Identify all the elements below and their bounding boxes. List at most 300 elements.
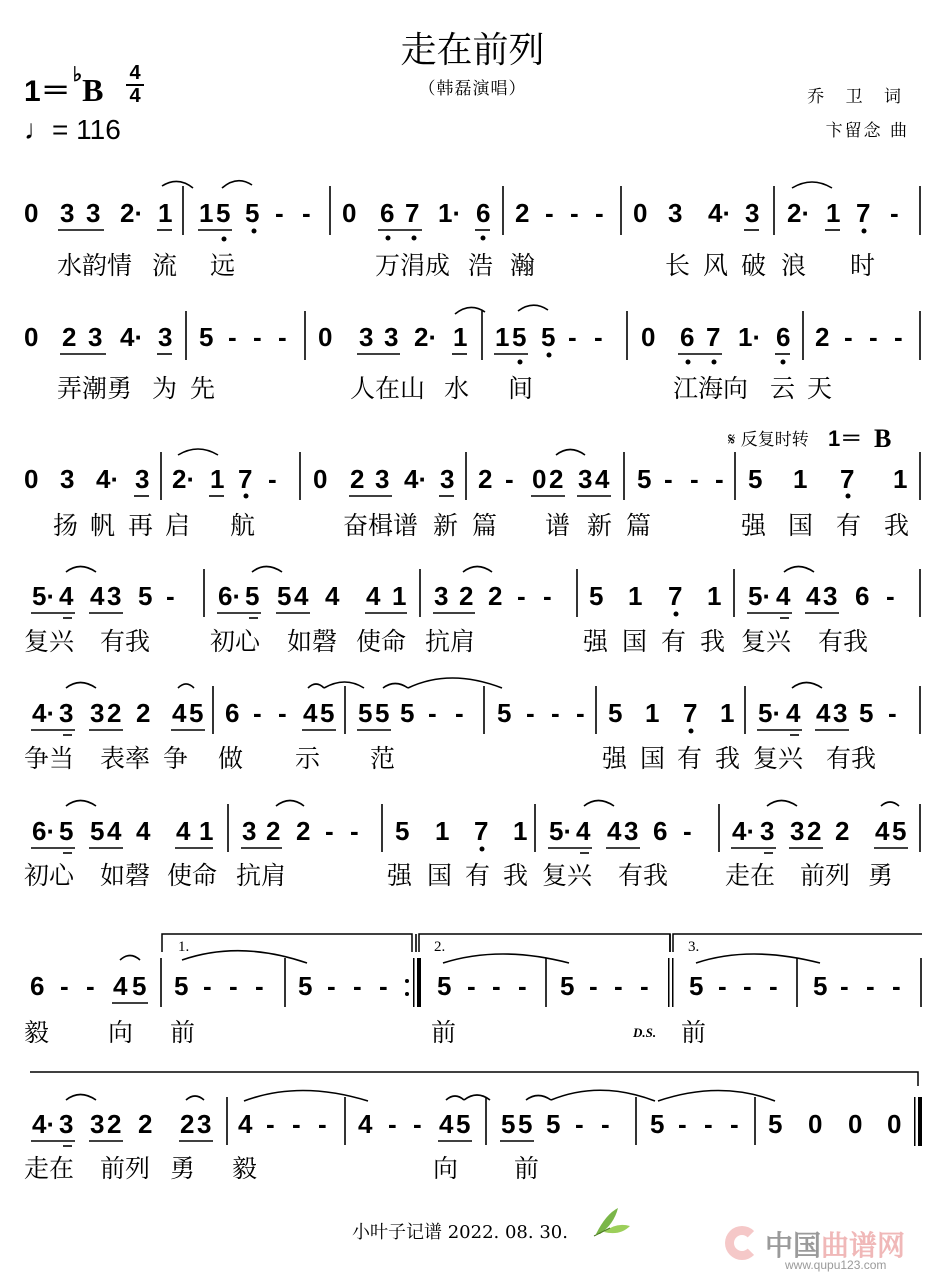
svg-text:2: 2 (549, 464, 564, 494)
svg-text:5: 5 (637, 464, 652, 494)
svg-text:5: 5 (298, 971, 313, 1001)
svg-text:破: 破 (741, 251, 767, 280)
svg-text:勇: 勇 (170, 1154, 196, 1183)
svg-text:-: - (844, 322, 853, 352)
svg-text:4: 4 (238, 1109, 253, 1139)
svg-text:7: 7 (474, 816, 489, 846)
svg-text:7: 7 (683, 698, 698, 728)
svg-text:间: 间 (508, 374, 534, 403)
svg-text:2: 2 (266, 816, 281, 846)
svg-text:2: 2 (107, 1109, 122, 1139)
svg-text:-: - (589, 971, 598, 1001)
svg-text:-: - (869, 322, 878, 352)
svg-text:0: 0 (24, 464, 39, 494)
svg-text:-: - (718, 971, 727, 1001)
svg-text:1: 1 (453, 322, 468, 352)
svg-text:5: 5 (358, 698, 373, 728)
svg-text:5: 5 (892, 816, 907, 846)
svg-text:复兴: 复兴 (542, 861, 593, 890)
svg-text:有我: 有我 (618, 861, 669, 890)
svg-text:4·: 4· (120, 322, 144, 352)
svg-text:我: 我 (503, 861, 529, 890)
svg-text:我: 我 (884, 511, 910, 540)
song-title: 走在前列 (400, 30, 545, 71)
svg-text:谱: 谱 (545, 511, 571, 540)
svg-text:航: 航 (230, 511, 256, 540)
svg-text:-: - (595, 198, 604, 228)
singer-credit: （韩磊演唱） (418, 79, 527, 99)
svg-text:-: - (275, 198, 284, 228)
svg-text:0: 0 (848, 1109, 863, 1139)
svg-text:2.: 2. (434, 939, 446, 955)
svg-text:5: 5 (216, 198, 231, 228)
svg-text:5: 5 (518, 1109, 533, 1139)
svg-text:0: 0 (313, 464, 328, 494)
svg-text:如磬: 如磬 (287, 627, 338, 656)
score-line-2 (24, 305, 920, 403)
svg-text:有: 有 (836, 511, 862, 540)
svg-text:-: - (840, 971, 849, 1001)
svg-text:0: 0 (808, 1109, 823, 1139)
svg-text:7: 7 (706, 322, 721, 352)
svg-text:浩: 浩 (468, 251, 494, 280)
svg-text:4·: 4· (732, 816, 756, 846)
svg-text:0: 0 (342, 198, 357, 228)
svg-text:6: 6 (680, 322, 695, 352)
svg-text:-: - (545, 198, 554, 228)
svg-text:4: 4 (576, 816, 591, 846)
svg-text:1: 1 (392, 581, 407, 611)
svg-text:4: 4 (875, 816, 890, 846)
svg-text:强: 强 (741, 511, 767, 540)
svg-text:-: - (575, 1109, 584, 1139)
svg-text:-: - (888, 698, 897, 728)
svg-text:5: 5 (589, 581, 604, 611)
svg-text:5: 5 (59, 816, 74, 846)
svg-text:2: 2 (815, 322, 830, 352)
score-line-6 (24, 801, 920, 891)
svg-text:抗肩: 抗肩 (425, 627, 476, 656)
svg-text:5: 5 (560, 971, 575, 1001)
svg-text:-: - (664, 464, 673, 494)
svg-text:-: - (255, 971, 264, 1001)
svg-text:前列: 前列 (100, 1154, 151, 1183)
svg-text:3: 3 (60, 464, 75, 494)
svg-text:2: 2 (62, 322, 77, 352)
svg-text:抗肩: 抗肩 (236, 861, 287, 890)
svg-text:2·: 2· (787, 198, 811, 228)
svg-text:3: 3 (59, 698, 74, 728)
svg-text:5: 5 (689, 971, 704, 1001)
svg-text:-: - (318, 1109, 327, 1139)
svg-text:6: 6 (30, 971, 45, 1001)
svg-text:-: - (570, 198, 579, 228)
svg-text:万涓成: 万涓成 (375, 251, 451, 280)
svg-text:5: 5 (174, 971, 189, 1001)
svg-text:新: 新 (587, 511, 613, 540)
svg-text:4: 4 (358, 1109, 373, 1139)
svg-text:4·: 4· (32, 698, 56, 728)
svg-text:3: 3 (760, 816, 775, 846)
svg-text:0: 0 (633, 198, 648, 228)
svg-text:5: 5 (395, 816, 410, 846)
svg-text:5: 5 (90, 816, 105, 846)
svg-text:-: - (704, 1109, 713, 1139)
svg-text:远: 远 (210, 251, 236, 280)
svg-text:3: 3 (197, 1109, 212, 1139)
svg-text:长: 长 (665, 251, 691, 280)
svg-text:5: 5 (437, 971, 452, 1001)
svg-text:7: 7 (668, 581, 683, 611)
svg-text:3: 3 (359, 322, 374, 352)
svg-text:我: 我 (700, 627, 726, 656)
svg-text:做: 做 (218, 744, 244, 773)
svg-text:6: 6 (380, 198, 395, 228)
svg-text:云: 云 (770, 374, 796, 403)
svg-text:3: 3 (668, 198, 683, 228)
svg-text:3: 3 (790, 816, 805, 846)
svg-text:2: 2 (478, 464, 493, 494)
svg-text:有我: 有我 (818, 627, 869, 656)
svg-text:-: - (166, 581, 175, 611)
svg-text:7: 7 (856, 198, 871, 228)
svg-text:-: - (526, 698, 535, 728)
svg-text:争当: 争当 (24, 744, 75, 773)
svg-text:浪: 浪 (781, 251, 807, 280)
svg-text:4: 4 (59, 581, 74, 611)
svg-text:先: 先 (190, 374, 216, 403)
svg-text:2: 2 (136, 698, 151, 728)
svg-text:6: 6 (476, 198, 491, 228)
svg-text:0: 0 (532, 464, 547, 494)
svg-text:6: 6 (776, 322, 791, 352)
svg-text:1: 1 (720, 698, 735, 728)
svg-text:5·: 5· (549, 816, 573, 846)
time-sig-bottom: 4 (129, 85, 141, 107)
svg-text:3: 3 (158, 322, 173, 352)
svg-text:流: 流 (152, 251, 178, 280)
svg-text:4·: 4· (708, 198, 732, 228)
tempo-value: = 116 (52, 114, 121, 145)
svg-text:1: 1 (707, 581, 722, 611)
svg-text:6: 6 (653, 816, 668, 846)
svg-text:4: 4 (776, 581, 791, 611)
svg-text:-: - (678, 1109, 687, 1139)
svg-text:有我: 有我 (100, 627, 151, 656)
svg-text:人在山: 人在山 (350, 374, 426, 403)
svg-text:1.: 1. (178, 939, 190, 955)
svg-text:3: 3 (90, 1109, 105, 1139)
svg-text:6: 6 (225, 698, 240, 728)
svg-text:-: - (614, 971, 623, 1001)
svg-text:-: - (292, 1109, 301, 1139)
svg-text:复兴: 复兴 (753, 744, 804, 773)
svg-text:瀚: 瀚 (510, 251, 536, 280)
svg-text:4: 4 (816, 698, 831, 728)
svg-text:-: - (894, 322, 903, 352)
svg-text:国: 国 (640, 744, 666, 773)
svg-text:4: 4 (806, 581, 821, 611)
svg-text:-: - (278, 698, 287, 728)
svg-text:4: 4 (107, 816, 122, 846)
svg-text:有: 有 (661, 627, 687, 656)
svg-text:使命: 使命 (356, 627, 407, 656)
svg-text:5: 5 (132, 971, 147, 1001)
svg-text:初心: 初心 (24, 861, 75, 890)
transcriber-credit: 小叶子记谱 2022. 08. 30. (352, 1222, 568, 1243)
svg-text:-: - (229, 971, 238, 1001)
svg-text:-: - (350, 816, 359, 846)
svg-text:奋楫谱: 奋楫谱 (343, 511, 419, 540)
svg-text:国: 国 (622, 627, 648, 656)
svg-text:5·: 5· (748, 581, 772, 611)
svg-text:7: 7 (840, 464, 855, 494)
svg-text:扬: 扬 (53, 511, 79, 540)
svg-text:前: 前 (170, 1018, 196, 1047)
score-line-3 (24, 449, 920, 540)
svg-text:-: - (892, 971, 901, 1001)
svg-text:-: - (551, 698, 560, 728)
svg-text:-: - (203, 971, 212, 1001)
svg-text:2: 2 (488, 581, 503, 611)
svg-text:2·: 2· (120, 198, 144, 228)
svg-text:3: 3 (59, 1109, 74, 1139)
svg-text:1: 1 (628, 581, 643, 611)
svg-text:4: 4 (90, 581, 105, 611)
svg-text:3: 3 (384, 322, 399, 352)
svg-text:-: - (715, 464, 724, 494)
svg-text:5·: 5· (758, 698, 782, 728)
svg-text:我: 我 (715, 744, 741, 773)
svg-text:1: 1 (513, 816, 528, 846)
svg-text:3: 3 (88, 322, 103, 352)
svg-text:风: 风 (703, 251, 729, 280)
score-line-8 (24, 1072, 922, 1183)
score-line-5 (24, 678, 920, 773)
svg-text:6·: 6· (218, 581, 242, 611)
svg-text:-: - (353, 971, 362, 1001)
svg-text:-: - (568, 322, 577, 352)
svg-text:2: 2 (459, 581, 474, 611)
svg-text:有: 有 (677, 744, 703, 773)
svg-text:5: 5 (813, 971, 828, 1001)
svg-text:1: 1 (495, 322, 510, 352)
svg-text:-: - (388, 1109, 397, 1139)
svg-text:示: 示 (295, 744, 321, 773)
time-sig-top: 4 (129, 62, 141, 84)
svg-text:5: 5 (748, 464, 763, 494)
svg-text:1·: 1· (438, 198, 462, 228)
svg-text:2: 2 (807, 816, 822, 846)
svg-text:3: 3 (833, 698, 848, 728)
quarter-note-icon: ♩ (24, 114, 52, 145)
svg-text:-: - (266, 1109, 275, 1139)
svg-text:5: 5 (320, 698, 335, 728)
svg-text:4: 4 (607, 816, 622, 846)
svg-text:4: 4 (176, 816, 191, 846)
svg-text:2·: 2· (414, 322, 438, 352)
svg-text:4: 4 (172, 698, 187, 728)
key-change-annotation: 1＝ (828, 426, 863, 451)
svg-text:-: - (253, 322, 262, 352)
svg-text:3: 3 (624, 816, 639, 846)
svg-text:毅: 毅 (232, 1154, 258, 1183)
svg-text:3: 3 (578, 464, 593, 494)
svg-text:-: - (518, 971, 527, 1001)
svg-text:有: 有 (465, 861, 491, 890)
svg-text:-: - (730, 1109, 739, 1139)
key-prefix: 1＝ (24, 75, 71, 108)
svg-text:争: 争 (163, 744, 189, 773)
svg-text:7: 7 (405, 198, 420, 228)
svg-text:启: 启 (165, 511, 191, 540)
score-line-4 (24, 567, 920, 657)
svg-text:初心: 初心 (210, 627, 261, 656)
svg-text:国: 国 (427, 861, 453, 890)
svg-text:强: 强 (602, 744, 628, 773)
svg-text:2: 2 (515, 198, 530, 228)
svg-text:-: - (743, 971, 752, 1001)
svg-text:3: 3 (434, 581, 449, 611)
svg-text:向: 向 (433, 1154, 459, 1183)
watermark (725, 1222, 935, 1272)
svg-text:新: 新 (433, 511, 459, 540)
svg-text:-: - (690, 464, 699, 494)
svg-text:2: 2 (350, 464, 365, 494)
key-note: B (82, 72, 104, 108)
svg-text:2: 2 (138, 1109, 153, 1139)
svg-text:4·: 4· (32, 1109, 56, 1139)
svg-text:前列: 前列 (800, 861, 851, 890)
svg-text:5: 5 (375, 698, 390, 728)
svg-text:2: 2 (180, 1109, 195, 1139)
svg-text:5: 5 (541, 322, 556, 352)
svg-text:-: - (886, 581, 895, 611)
svg-text:-: - (253, 698, 262, 728)
svg-text:3: 3 (375, 464, 390, 494)
svg-text:强: 强 (583, 627, 609, 656)
svg-text:3: 3 (135, 464, 150, 494)
svg-text:有我: 有我 (826, 744, 877, 773)
svg-text:4: 4 (325, 581, 340, 611)
svg-text:-: - (428, 698, 437, 728)
svg-text:3: 3 (440, 464, 455, 494)
svg-text:使命: 使命 (167, 861, 218, 890)
svg-text:-: - (278, 322, 287, 352)
svg-text:-: - (505, 464, 514, 494)
svg-text:-: - (467, 971, 476, 1001)
svg-text:-: - (60, 971, 69, 1001)
svg-text:1: 1 (793, 464, 808, 494)
svg-text:2: 2 (107, 698, 122, 728)
svg-text:向: 向 (108, 1018, 134, 1047)
svg-text:1: 1 (435, 816, 450, 846)
svg-text:如磬: 如磬 (100, 861, 151, 890)
svg-text:-: - (601, 1109, 610, 1139)
svg-text:1: 1 (199, 198, 214, 228)
score-line-1 (24, 181, 920, 280)
svg-text:-: - (543, 581, 552, 611)
svg-text:江海向: 江海向 (673, 374, 749, 403)
svg-text:0: 0 (887, 1109, 902, 1139)
svg-text:3: 3 (823, 581, 838, 611)
svg-text:1: 1 (199, 816, 214, 846)
svg-text:-: - (576, 698, 585, 728)
svg-text:帆: 帆 (90, 511, 116, 540)
svg-text:5: 5 (189, 698, 204, 728)
svg-text:-: - (325, 816, 334, 846)
svg-text:2: 2 (835, 816, 850, 846)
svg-text:-: - (866, 971, 875, 1001)
svg-text:4: 4 (439, 1109, 454, 1139)
svg-text:-: - (517, 581, 526, 611)
svg-text:5: 5 (138, 581, 153, 611)
svg-text:0: 0 (318, 322, 333, 352)
svg-text:4: 4 (366, 581, 381, 611)
leaf-icon (592, 1204, 632, 1238)
svg-text:篇: 篇 (472, 511, 498, 540)
svg-text:走在: 走在 (24, 1154, 75, 1183)
score-line-7 (24, 934, 922, 1047)
svg-text:5: 5 (859, 698, 874, 728)
svg-text:-: - (228, 322, 237, 352)
svg-text:5: 5 (277, 581, 292, 611)
svg-text:再: 再 (128, 511, 154, 540)
svg-text:为: 为 (152, 374, 178, 403)
svg-text:-: - (455, 698, 464, 728)
svg-text:4: 4 (113, 971, 128, 1001)
svg-text:范: 范 (370, 744, 396, 773)
svg-text:-: - (302, 198, 311, 228)
svg-text:2·: 2· (172, 464, 196, 494)
svg-text:毅: 毅 (24, 1018, 50, 1047)
svg-text:3: 3 (86, 198, 101, 228)
svg-text:-: - (890, 198, 899, 228)
svg-text:前: 前 (431, 1018, 457, 1047)
svg-text:6·: 6· (32, 816, 56, 846)
svg-text:复兴: 复兴 (741, 627, 792, 656)
svg-text:时: 时 (850, 251, 876, 280)
watermark-name: 中国曲谱网 (765, 1229, 906, 1262)
svg-text:-: - (683, 816, 692, 846)
svg-text:5: 5 (512, 322, 527, 352)
svg-text:-: - (492, 971, 501, 1001)
svg-text:3: 3 (242, 816, 257, 846)
svg-text:强: 强 (387, 861, 413, 890)
svg-text:5: 5 (546, 1109, 561, 1139)
svg-text:5: 5 (400, 698, 415, 728)
ds-marking: D.S. (633, 1025, 657, 1040)
svg-text:2: 2 (296, 816, 311, 846)
svg-text:1: 1 (158, 198, 173, 228)
svg-text:1: 1 (645, 698, 660, 728)
svg-text:0: 0 (24, 198, 39, 228)
svg-text:3: 3 (90, 698, 105, 728)
svg-text:天: 天 (807, 374, 833, 403)
svg-text:-: - (640, 971, 649, 1001)
svg-text:0: 0 (641, 322, 656, 352)
svg-text:4: 4 (595, 464, 610, 494)
svg-text:前: 前 (514, 1154, 540, 1183)
svg-text:-: - (594, 322, 603, 352)
svg-text:3: 3 (107, 581, 122, 611)
svg-text:7: 7 (238, 464, 253, 494)
svg-text:5: 5 (456, 1109, 471, 1139)
svg-text:-: - (379, 971, 388, 1001)
svg-text:1: 1 (210, 464, 225, 494)
svg-text:4·: 4· (404, 464, 428, 494)
svg-text:4: 4 (303, 698, 318, 728)
